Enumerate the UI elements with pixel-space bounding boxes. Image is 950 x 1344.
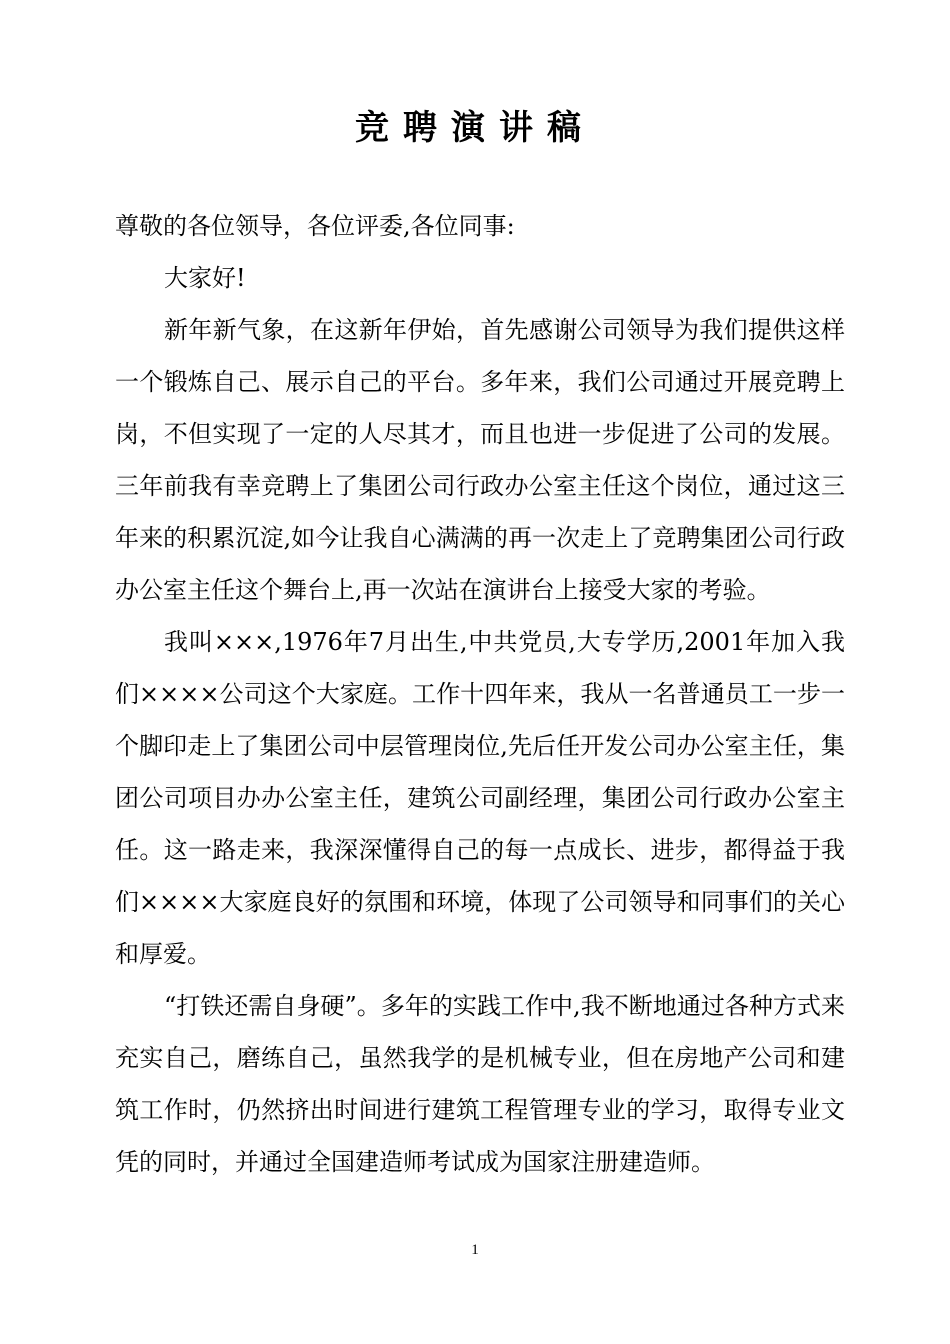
- document-body: [115, 200, 845, 1188]
- document-title: 竞聘演讲稿: [355, 108, 595, 148]
- greeting: 大家好!: [164, 264, 246, 292]
- paragraph-opening: 新年新气象，在这新年伊始，首先感谢公司领导为我们提供这样一个锻炼自己、展示自己的平台。多年来，我们公司通过开展竞聘上岗，不但实现了一定的人尽其才，而且也进一步促进了公司的发展。三年前我有幸竞聘上了集团公司行政办公室主任这个岗位，通过这三年来的积累沉淀,如今让我自心满满的再一次走上了竞聘集团公司行政办公室主任这个舞台上,再一次站在演讲台上接受大家的考验。: [115, 316, 845, 604]
- paragraph-self-improvement: “打铁还需自身硬”。多年的实践工作中,我不断地通过各种方式来充实自己，磨练自己，虽然我学的是机械专业，但在房地产公司和建筑工作时，仍然挤出时间进行建筑工程管理专业的学习，取得专业文凭的同时，并通过全国建造师考试成为国家注册建造师。: [115, 992, 845, 1176]
- salutation: 尊敬的各位领导，各位评委,各位同事:: [115, 212, 515, 240]
- paragraph-introduction: 我叫×××,1976年7月出生,中共党员,大专学历,2001年加入我们××××公司这个大家庭。工作十四年来，我从一名普通员工一步一个脚印走上了集团公司中层管理岗位,先后任开发公司办公室主任，集团公司项目办办公室主任，建筑公司副经理，集团公司行政办公室主任。这一路走来，我深深懂得自己的每一点成长、进步，都得益于我们××××大家庭良好的氛围和环境，体现了公司领导和同事们的关心和厚爱。: [115, 628, 845, 968]
- page-number: 1: [471, 1242, 479, 1258]
